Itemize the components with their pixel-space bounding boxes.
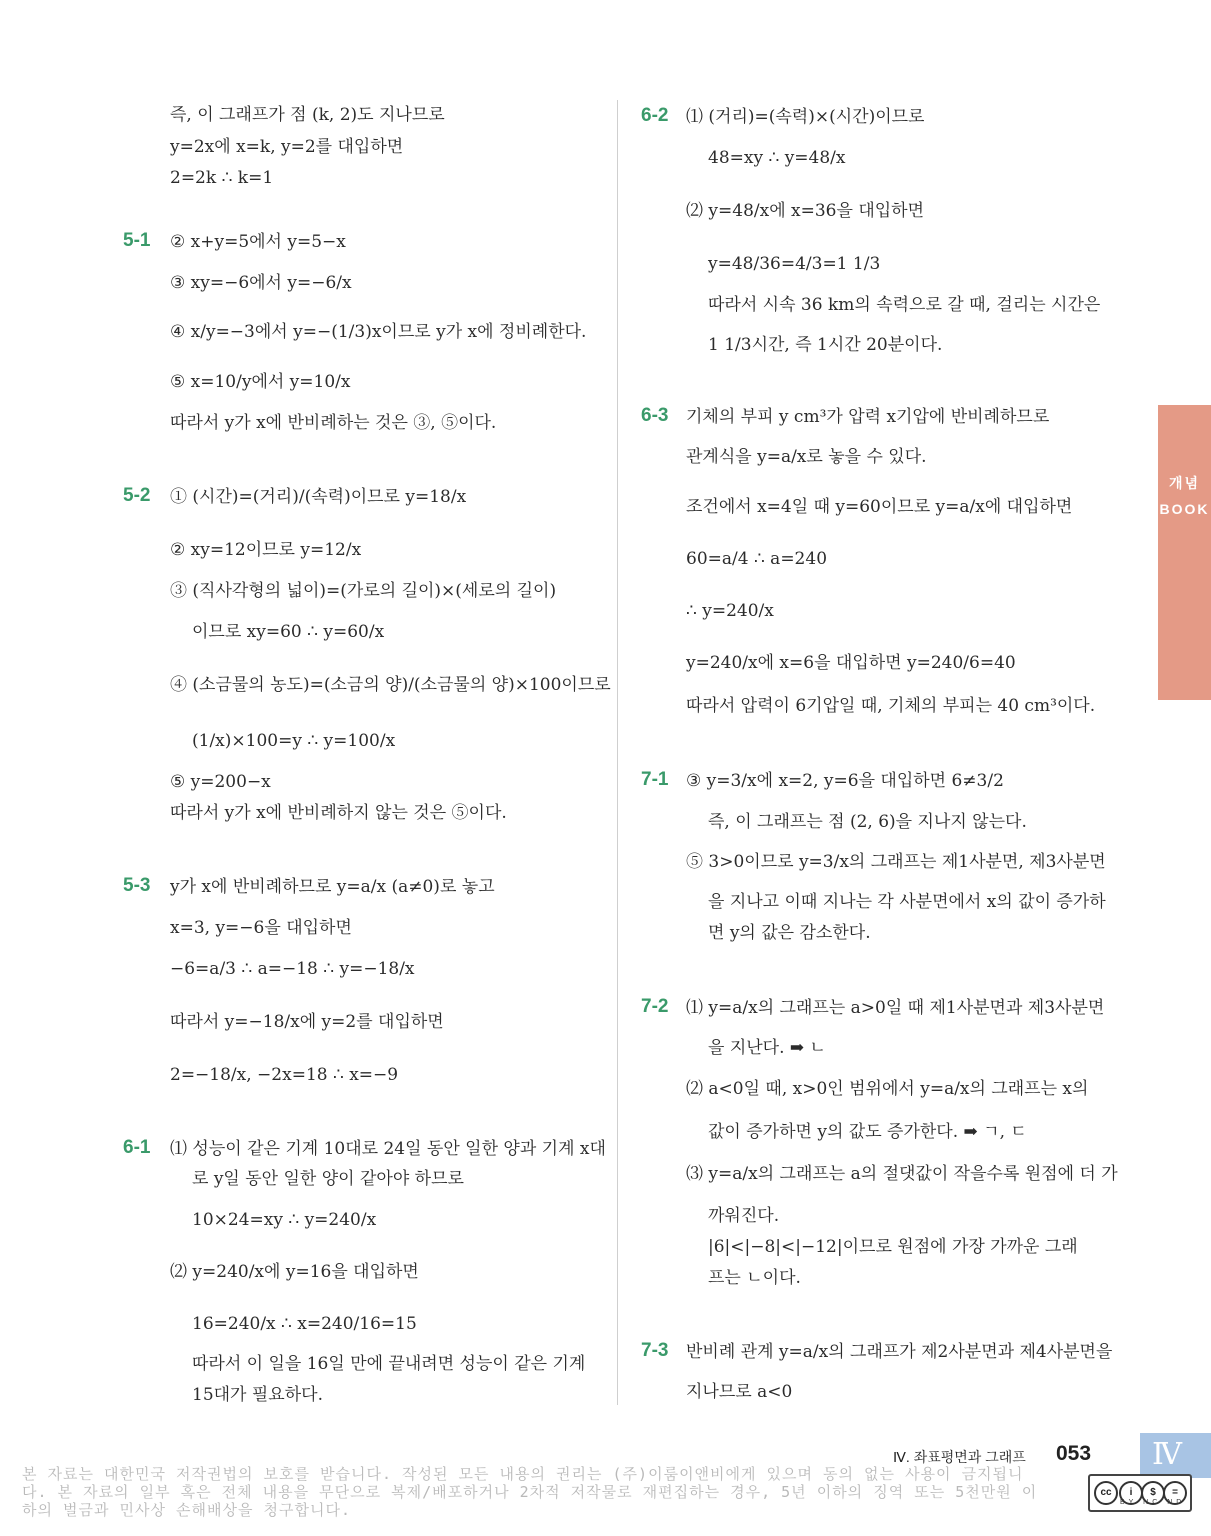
text-line: ④ x/y=−3에서 y=−(1/3)x이므로 y가 x에 정비례한다. <box>170 322 587 342</box>
text-line: 15대가 필요하다. <box>192 1385 323 1405</box>
text-line: 48=xy ∴ y=48/x <box>708 148 846 168</box>
text-line: −6=a/3 ∴ a=−18 ∴ y=−18/x <box>170 959 415 979</box>
text-line: ⑵ a<0일 때, x>0인 범위에서 y=a/x의 그래프는 x의 <box>686 1079 1089 1099</box>
text-line: 2=2k ∴ k=1 <box>170 168 274 188</box>
text-line: ③ y=3/x에 x=2, y=6을 대입하면 6≠3/2 <box>686 771 1004 791</box>
text-line: 값이 증가하면 y의 값도 증가한다. ➡ ㄱ, ㄷ <box>708 1122 1027 1142</box>
problem-number: 6-1 <box>123 1137 151 1158</box>
side-tab <box>1158 405 1211 700</box>
text-line: ③ (직사각형의 넓이)=(가로의 길이)×(세로의 길이) <box>170 581 557 601</box>
text-line: 즉, 이 그래프는 점 (2, 6)을 지나지 않는다. <box>708 812 1027 832</box>
noderivatives-icon: = <box>1163 1481 1187 1505</box>
text-line: (1/x)×100=y ∴ y=100/x <box>192 731 396 751</box>
text-line: 프는 ㄴ이다. <box>708 1268 801 1288</box>
problem-number: 5-1 <box>123 230 151 251</box>
text-line: 1 1/3시간, 즉 1시간 20분이다. <box>708 335 943 355</box>
text-line: 을 지나고 이때 지나는 각 사분면에서 x의 값이 증가하 <box>708 892 1106 912</box>
text-line: 즉, 이 그래프가 점 (k, 2)도 지나므로 <box>170 105 445 125</box>
problem-number: 6-2 <box>641 105 669 126</box>
text-line: ② x+y=5에서 y=5−x <box>170 232 346 252</box>
problem-number: 7-1 <box>641 769 669 790</box>
text-line: 기체의 부피 y cm³가 압력 x기압에 반비례하므로 <box>686 407 1050 427</box>
page-number: 053 <box>1056 1442 1092 1465</box>
cc-icon: cc <box>1094 1481 1118 1505</box>
text-line: 관계식을 y=a/x로 놓을 수 있다. <box>686 447 927 467</box>
problem-number: 5-2 <box>123 485 151 506</box>
text-line: |6|<|−8|<|−12|이므로 원점에 가장 가까운 그래 <box>708 1237 1078 1257</box>
text-line: 2=−18/x, −2x=18 ∴ x=−9 <box>170 1065 399 1085</box>
text-line: ⑤ 3>0이므로 y=3/x의 그래프는 제1사분면, 제3사분면 <box>686 852 1106 872</box>
problem-number: 5-3 <box>123 875 151 896</box>
text-line: ⑴ (거리)=(속력)×(시간)이므로 <box>686 107 925 127</box>
text-line: y=2x에 x=k, y=2를 대입하면 <box>170 137 404 157</box>
text-line: 따라서 시속 36 km의 속력으로 갈 때, 걸리는 시간은 <box>708 295 1101 315</box>
text-line: 따라서 이 일을 16일 만에 끝내려면 성능이 같은 기계 <box>192 1354 586 1374</box>
text-line: ⑴ 성능이 같은 기계 10대로 24일 동안 일한 양과 기계 x대 <box>170 1139 606 1159</box>
chapter-tab <box>1140 1433 1211 1478</box>
problem-number: 7-3 <box>641 1340 669 1361</box>
text-line: 10×24=xy ∴ y=240/x <box>192 1210 377 1230</box>
footer-chapter-title: Ⅳ. 좌표평면과 그래프 <box>893 1449 1026 1465</box>
text-line: 이므로 xy=60 ∴ y=60/x <box>192 622 385 642</box>
license-term: BY <box>1120 1499 1138 1506</box>
text-line: 60=a/4 ∴ a=240 <box>686 549 828 569</box>
text-line: 반비례 관계 y=a/x의 그래프가 제2사분면과 제4사분면을 <box>686 1342 1113 1362</box>
text-line: ∴ y=240/x <box>686 601 774 621</box>
text-line: ③ xy=−6에서 y=−6/x <box>170 273 352 293</box>
text-line: ⑵ y=48/x에 x=36을 대입하면 <box>686 201 925 221</box>
text-line: y=240/x에 x=6을 대입하면 y=240/6=40 <box>686 653 1016 673</box>
text-line: 면 y의 값은 감소한다. <box>708 923 871 943</box>
text-line: y가 x에 반비례하므로 y=a/x (a≠0)로 놓고 <box>170 877 495 897</box>
text-line: 지나므로 a<0 <box>686 1382 793 1402</box>
column-divider <box>617 100 618 1405</box>
text-line: ⑴ y=a/x의 그래프는 a>0일 때 제1사분면과 제3사분면 <box>686 998 1105 1018</box>
copyright-watermark: 본 자료는 대한민국 저작권법의 보호를 받습니다. 작성된 모든 내용의 권리는 (주)이룸이앤비에게 있으며 동의 없는 사용이 금지됩니다. 본 자료의 일부 혹은 전체 내용을 무단으로 복제/배포하거나 2차적 저작물로 재편집하는 경우, 5년 이하의 징역 또는 5천만원 이하의 벌금과 민사상 손해배상을 청구합니다. <box>22 1465 1038 1519</box>
attribution-icon: i <box>1119 1481 1143 1505</box>
text-line: ⑶ y=a/x의 그래프는 a의 절댓값이 작을수록 원점에 더 가 <box>686 1164 1118 1184</box>
problem-number: 6-3 <box>641 405 669 426</box>
noncommercial-icon: $ <box>1141 1481 1165 1505</box>
license-term: ND <box>1167 1499 1186 1506</box>
text-line: 16=240/x ∴ x=240/16=15 <box>192 1314 417 1334</box>
text-line: ② xy=12이므로 y=12/x <box>170 540 362 560</box>
problem-number: 7-2 <box>641 996 669 1017</box>
text-line: 로 y일 동안 일한 양이 같아야 하므로 <box>192 1169 464 1189</box>
text-line: ⑵ y=240/x에 y=16을 대입하면 <box>170 1262 419 1282</box>
cc-license-badge <box>1088 1474 1192 1512</box>
text-line: ④ (소금물의 농도)=(소금의 양)/(소금물의 양)×100이므로 <box>170 675 611 695</box>
text-line: 따라서 압력이 6기압일 때, 기체의 부피는 40 cm³이다. <box>686 696 1096 716</box>
text-line: x=3, y=−6을 대입하면 <box>170 918 352 938</box>
text-line: ⑤ y=200−x <box>170 772 271 792</box>
text-line: 조건에서 x=4일 때 y=60이므로 y=a/x에 대입하면 <box>686 497 1073 517</box>
text-line: ① (시간)=(거리)/(속력)이므로 y=18/x <box>170 487 467 507</box>
text-line: ⑤ x=10/y에서 y=10/x <box>170 372 351 392</box>
text-line: 따라서 y가 x에 반비례하는 것은 ③, ⑤이다. <box>170 413 497 433</box>
license-term: NC <box>1143 1499 1162 1506</box>
text-line: 따라서 y=−18/x에 y=2를 대입하면 <box>170 1012 444 1032</box>
text-line: y=48/36=4/3=1 1/3 <box>708 254 881 274</box>
text-line: 까워진다. <box>708 1206 780 1226</box>
text-line: 따라서 y가 x에 반비례하지 않는 것은 ⑤이다. <box>170 803 507 823</box>
text-line: 을 지난다. ➡ ㄴ <box>708 1038 826 1058</box>
license-terms <box>1120 1499 1185 1506</box>
chapter-roman: Ⅳ <box>1152 1437 1182 1472</box>
side-tab-label: 개념 BOOK <box>1159 475 1210 517</box>
